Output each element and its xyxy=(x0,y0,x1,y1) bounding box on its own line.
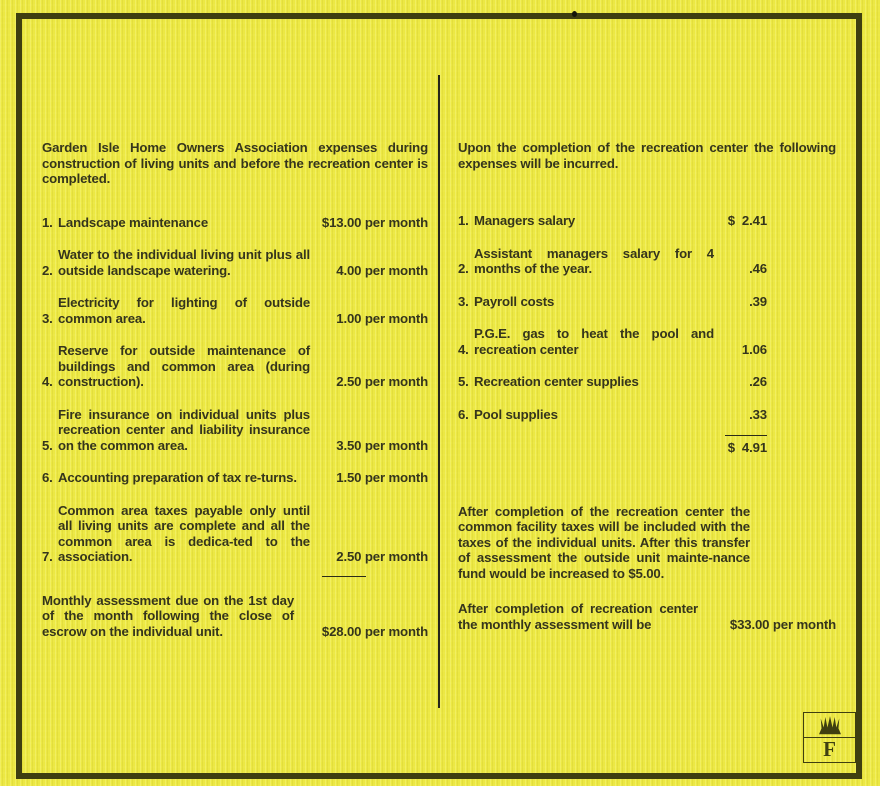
scan-speck xyxy=(572,11,577,17)
left-footer-value: $28.00 per month xyxy=(321,623,428,639)
item-value: $13.00 per month xyxy=(321,214,428,230)
item-number: 7. xyxy=(42,549,53,564)
expense-item xyxy=(458,246,767,277)
item-description: Water to the individual living unit plus all outside landscape watering. xyxy=(58,247,310,278)
left-sum-underline xyxy=(322,576,366,577)
expense-item xyxy=(42,247,428,278)
item-description: Common area taxes payable only until all living units are complete and all the common area is dedica-ted to the association. xyxy=(58,502,310,564)
expense-item xyxy=(458,294,767,310)
item-number: 3. xyxy=(42,310,53,326)
right-sum-underline xyxy=(725,435,767,436)
item-value: 3.50 per month xyxy=(336,437,428,453)
left-items xyxy=(42,215,428,565)
item-number: 6. xyxy=(458,406,469,422)
left-heading: Garden Isle Home Owners Association expenses during construction of living units and before the recreation center is completed. xyxy=(42,140,428,186)
right-heading: Upon the completion of the recreation center the following expenses will be incurred. xyxy=(458,140,836,171)
item-description: Accounting preparation of tax re-turns. xyxy=(58,470,297,485)
item-value: .39 xyxy=(749,293,767,309)
item-description: Assistant managers salary for 4 months of the year. xyxy=(474,245,714,276)
item-description: Fire insurance on individual units plus recreation center and liability insurance on the common area. xyxy=(58,406,310,453)
expense-item xyxy=(42,407,428,454)
expense-item xyxy=(42,470,428,486)
item-number: 1. xyxy=(42,214,53,230)
left-footer-text: Monthly assessment due on the 1st day of the month following the close of escrow on the individual unit. xyxy=(42,592,294,639)
item-description: Reserve for outside maintenance of buildings and common area (during construction). xyxy=(58,343,310,389)
item-number: 5. xyxy=(458,374,469,389)
right-column xyxy=(458,140,836,632)
logo-letter: F xyxy=(823,736,836,761)
item-value: .26 xyxy=(749,374,767,389)
item-number: 4. xyxy=(42,374,53,389)
crown-icon xyxy=(804,713,855,738)
item-value: $ 2.41 xyxy=(727,213,767,228)
item-description: Pool supplies xyxy=(474,406,558,422)
publisher-logo xyxy=(803,712,856,763)
item-value: 1.06 xyxy=(741,341,767,357)
left-footer-row xyxy=(42,593,428,640)
expense-item xyxy=(42,295,428,326)
item-number: 4. xyxy=(458,341,469,357)
left-column xyxy=(42,140,428,639)
item-value: .46 xyxy=(749,261,767,276)
item-value: 1.50 per month xyxy=(336,470,428,485)
item-value: 1.00 per month xyxy=(336,310,428,326)
expense-item xyxy=(458,374,767,390)
item-description: Managers salary xyxy=(474,213,576,228)
expense-item xyxy=(42,343,428,390)
expense-item xyxy=(42,503,428,565)
column-divider-rule xyxy=(438,75,440,708)
expense-item xyxy=(458,407,767,423)
item-number: 3. xyxy=(458,293,469,309)
right-footer-value: $33.00 per month xyxy=(729,616,836,632)
item-description: P.G.E. gas to heat the pool and recreation center xyxy=(474,326,714,357)
item-number: 5. xyxy=(42,437,53,453)
item-description: Electricity for lighting of outside common area. xyxy=(58,295,310,326)
item-value: 2.50 per month xyxy=(336,374,428,389)
item-number: 2. xyxy=(42,262,53,278)
item-description: Payroll costs xyxy=(474,293,555,309)
item-description: Landscape maintenance xyxy=(58,214,209,230)
item-number: 1. xyxy=(458,213,469,228)
expense-item xyxy=(458,326,767,357)
item-number: 6. xyxy=(42,470,53,485)
right-footer-row xyxy=(458,601,836,632)
expense-item xyxy=(42,215,428,231)
right-footer-text: After completion of recreation center the monthly assessment will be xyxy=(458,601,698,632)
item-description: Recreation center supplies xyxy=(474,374,639,389)
item-number: 2. xyxy=(458,261,469,276)
item-value: 2.50 per month xyxy=(336,549,428,564)
right-total: $ 4.91 xyxy=(727,440,767,455)
right-paragraph: After completion of the recreation center the common facility taxes will be included with the taxes of the individual units. After this transfer of assessment the outside unit mainte-nance fund would be increased to $5.00. xyxy=(458,503,750,581)
item-value: .33 xyxy=(749,406,767,422)
right-items xyxy=(458,213,836,422)
expense-item xyxy=(458,213,767,229)
item-value: 4.00 per month xyxy=(336,262,428,278)
